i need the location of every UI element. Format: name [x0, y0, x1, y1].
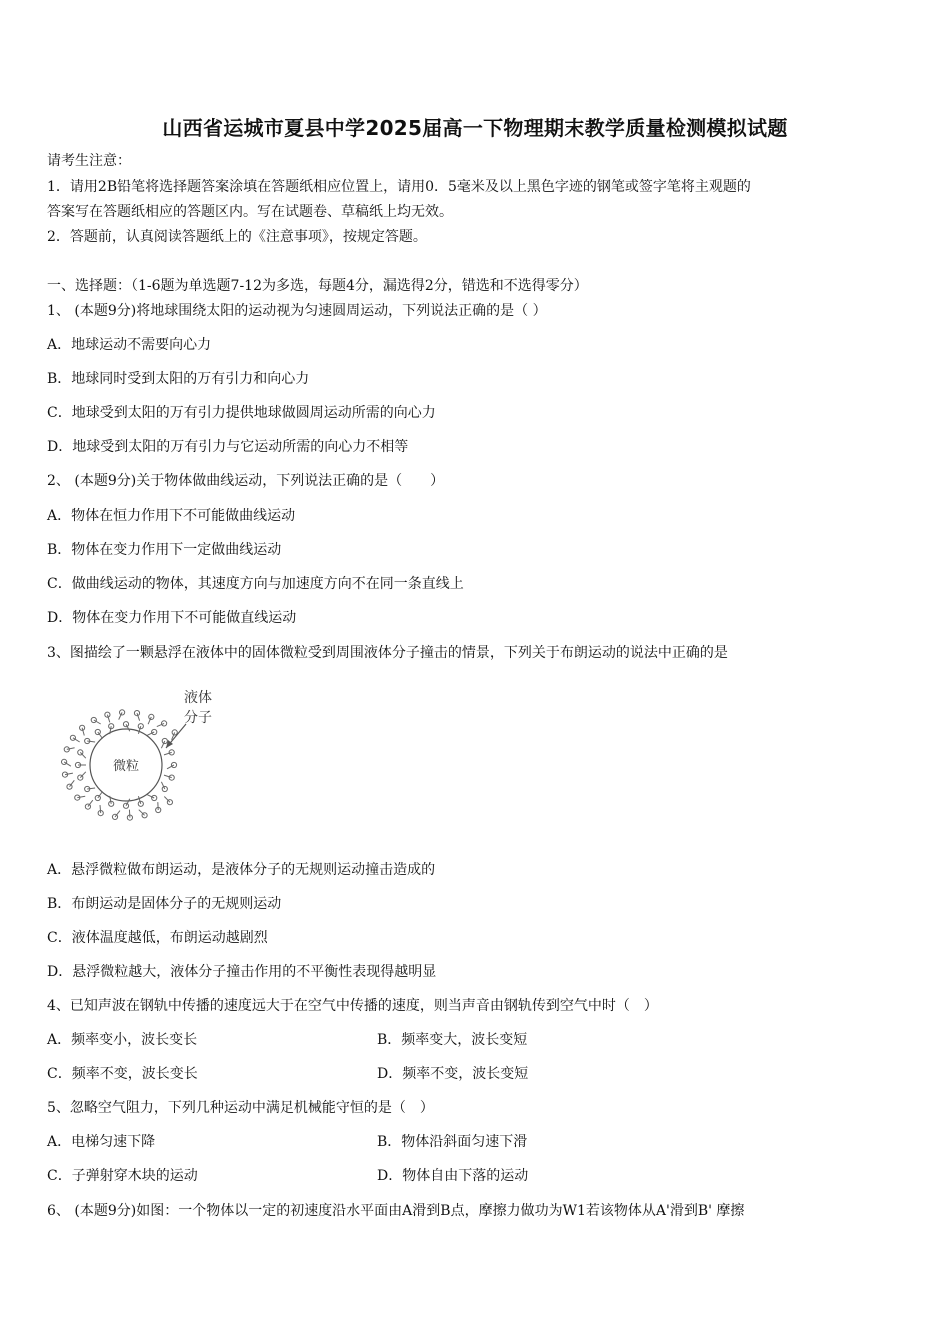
figure-label-liquid-2: 分子: [184, 710, 212, 726]
question-2-stem: 2、 (本题9分)关于物体做曲线运动，下列说法正确的是（ ）: [47, 473, 445, 489]
notice-heading: 请考生注意：: [47, 153, 131, 169]
question-4-option-b: B．频率变大，波长变短: [377, 1032, 528, 1048]
question-2-option-d: D．物体在变力作用下不可能做直线运动: [47, 610, 297, 626]
question-2-option-c: C．做曲线运动的物体，其速度方向与加速度方向不在同一条直线上: [47, 576, 464, 592]
question-5-option-b: B．物体沿斜面匀速下滑: [377, 1134, 528, 1150]
question-4-stem: 4、已知声波在钢轨中传播的速度远大于在空气中传播的速度，则当声音由钢轨传到空气中时（ ）: [47, 998, 658, 1014]
liquid-molecule: [123, 722, 128, 727]
question-4-option-a: A．频率变小，波长变长: [47, 1032, 198, 1048]
question-1-option-b: B．地球同时受到太阳的万有引力和向心力: [47, 371, 310, 387]
figure-label-liquid-1: 液体: [184, 690, 212, 706]
question-5-option-c: C．子弹射穿木块的运动: [47, 1168, 198, 1184]
question-4-option-c: C．频率不变，波长变长: [47, 1066, 198, 1082]
question-5-option-a: A．电梯匀速下降: [47, 1134, 156, 1150]
liquid-molecule: [123, 803, 128, 808]
notice-item-2: 2．答题前，认真阅读答题纸上的《注意事项》，按规定答题。: [47, 229, 427, 245]
question-1-option-c: C．地球受到太阳的万有引力提供地球做圆周运动所需的向心力: [47, 405, 436, 421]
liquid-molecule: [138, 801, 143, 806]
question-3-option-a: A．悬浮微粒做布朗运动，是液体分子的无规则运动撞击造成的: [47, 862, 436, 878]
liquid-molecule: [138, 724, 143, 729]
question-1-option-a: A．地球运动不需要向心力: [47, 337, 212, 353]
page-title: 山西省运城市夏县中学2025届高一下物理期末教学质量检测模拟试题: [162, 116, 788, 140]
question-2-option-a: A．物体在恒力作用下不可能做曲线运动: [47, 508, 296, 524]
question-2-option-b: B．物体在变力作用下一定做曲线运动: [47, 542, 282, 558]
notice-item-1-cont: 答案写在答题纸相应的答题区内。写在试题卷、草稿纸上均无效。: [47, 204, 453, 220]
section-heading: 一、选择题：（1-6题为单选题7-12为多选，每题4分，漏选得2分，错选和不选得零分）: [47, 278, 588, 294]
brownian-motion-figure: [48, 680, 218, 830]
liquid-molecule: [134, 711, 139, 716]
molecule-velocity-arrow: [100, 805, 101, 813]
question-3-option-b: B．布朗运动是固体分子的无规则运动: [47, 896, 282, 912]
question-3-option-d: D．悬浮微粒越大，液体分子撞击作用的不平衡性表现得越明显: [47, 964, 437, 980]
question-3-option-c: C．液体温度越低，布朗运动越剧烈: [47, 930, 268, 946]
question-3-stem: 3、图描绘了一颗悬浮在液体中的固体微粒受到周围液体分子撞击的情景，下列关于布朗运动的说法中正确的是: [47, 645, 728, 661]
figure-label-particle: 微粒: [112, 759, 140, 774]
question-6-stem: 6、 (本题9分)如图：一个物体以一定的初速度沿水平面由A滑到B点，摩擦力做功为W1若该物体从A'滑到B' 摩擦: [47, 1203, 745, 1219]
notice-item-1: 1．请用2B铅笔将选择题答案涂填在答题纸相应位置上，请用0．5毫米及以上黑色字迹的钢笔或签字笔将主观题的: [47, 179, 751, 195]
question-5-stem: 5、忽略空气阻力，下列几种运动中满足机械能守恒的是（ ）: [47, 1100, 434, 1116]
molecule-velocity-arrow: [129, 810, 130, 818]
question-1-option-d: D．地球受到太阳的万有引力与它运动所需的向心力不相等: [47, 439, 409, 455]
liquid-molecule: [105, 712, 110, 717]
question-5-option-d: D．物体自由下落的运动: [377, 1168, 529, 1184]
question-1-stem: 1、 (本题9分)将地球围绕太阳的运动视为匀速圆周运动，下列说法正确的是（ ）: [47, 303, 547, 319]
question-4-option-d: D．频率不变，波长变短: [377, 1066, 529, 1082]
